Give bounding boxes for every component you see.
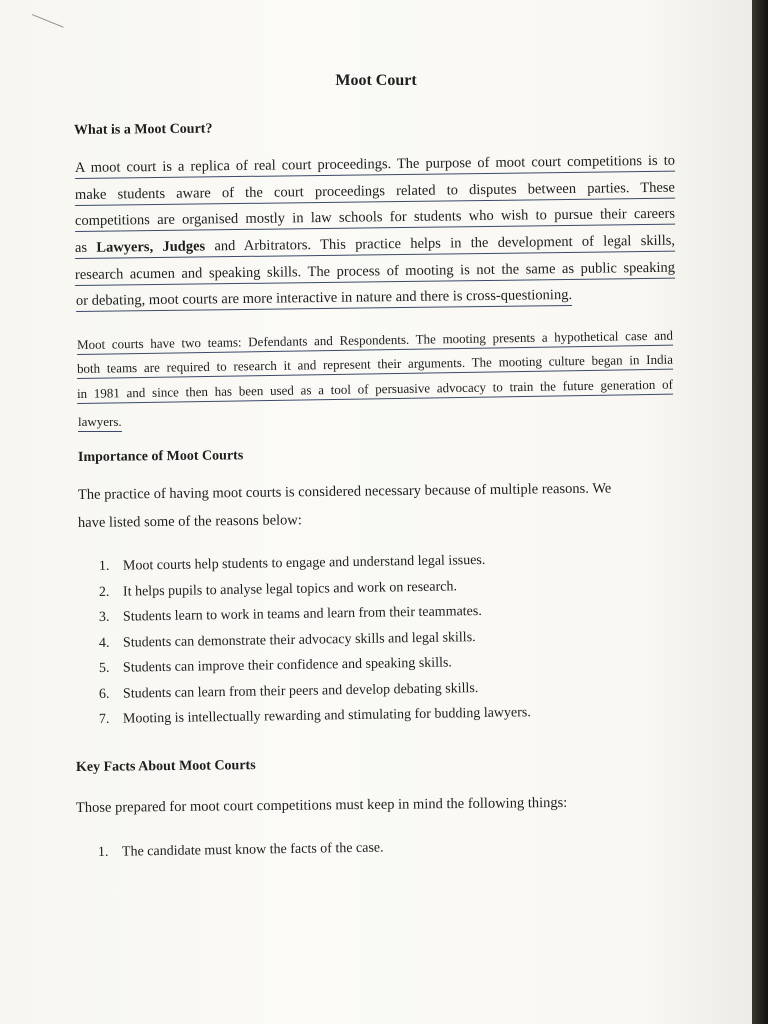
paragraph-line: Moot courts have two teams: Defendants and Respondents. The mooting presents a hypothetical case and (77, 328, 673, 353)
list-item (98, 841, 384, 861)
paragraph-line: in 1981 and since then has been used as a tool of persuasive advocacy to train the future generation of (77, 377, 673, 402)
list-item-text: Students can learn from their peers and develop debating skills. (122, 680, 479, 702)
list-item-number: 4. (98, 635, 110, 651)
paragraph-line: as Lawyers, Judges and Arbitrators. This practice helps in the development of legal skills, (75, 233, 675, 257)
list-item (99, 655, 452, 677)
list-item (99, 604, 482, 626)
section-heading-key-facts: Key Facts About Moot Courts (75, 758, 256, 775)
list-item-text: Mooting is intellectually rewarding and stimulating for budding lawyers. (122, 705, 531, 727)
list-item (99, 579, 457, 601)
background-surface (752, 0, 768, 1024)
list-item (99, 630, 476, 652)
list-item-text: Moot courts help students to engage and understand legal issues. (122, 552, 486, 574)
list-item-number: 2. (98, 584, 110, 600)
page-title: Moot Court (335, 72, 417, 89)
list-item (99, 705, 531, 728)
bold-lawyers: Lawyers (96, 239, 150, 256)
list-item-text: It helps pupils to analyse legal topics and work on research. (122, 578, 458, 600)
paragraph-line: or debating, moot courts are more interactive in nature and there is cross-questioning. (76, 287, 572, 310)
list-item (99, 681, 479, 703)
paragraph-line: both teams are required to research it and represent their arguments. The mooting culture began in India (77, 352, 673, 377)
list-item-number: 1. (98, 558, 110, 574)
paragraph-line: Those prepared for moot court competitions must keep in mind the following things: (75, 794, 568, 816)
list-item-text: The candidate must know the facts of the case. (121, 840, 384, 860)
list-item (99, 553, 486, 575)
list-item-text: Students learn to work in teams and learn from their teammates. (122, 603, 482, 625)
list-item-number: 1. (97, 844, 109, 860)
paragraph-line: A moot court is a replica of real court proceedings. The purpose of moot court competitions is to (75, 153, 675, 177)
list-item-text: Students can demonstrate their advocacy skills and legal skills. (122, 629, 476, 651)
list-item-number: 6. (98, 686, 110, 702)
paragraph-line: research acumen and speaking skills. The process of mooting is not the same as public speaking (75, 260, 675, 284)
list-item-number: 7. (98, 711, 110, 727)
paragraph-line: The practice of having moot courts is considered necessary because of multiple reasons. We (77, 480, 612, 503)
list-item-number: 3. (98, 609, 110, 625)
bold-judges: Judges (162, 238, 206, 255)
list-item-text: Students can improve their confidence and speaking skills. (122, 655, 452, 676)
list-item-number: 5. (98, 660, 110, 676)
section-heading-what-is: What is a Moot Court? (73, 121, 213, 138)
pen-mark (32, 14, 64, 28)
paragraph-line: competitions are organised mostly in law schools for students who wish to pursue their careers (75, 206, 675, 230)
paragraph-line: have listed some of the reasons below: (77, 512, 302, 531)
paragraph-line: make students aware of the court proceedings related to disputes between parties. These (75, 180, 675, 204)
section-heading-importance: Importance of Moot Courts (77, 448, 244, 465)
paragraph-line: lawyers. (78, 414, 122, 430)
